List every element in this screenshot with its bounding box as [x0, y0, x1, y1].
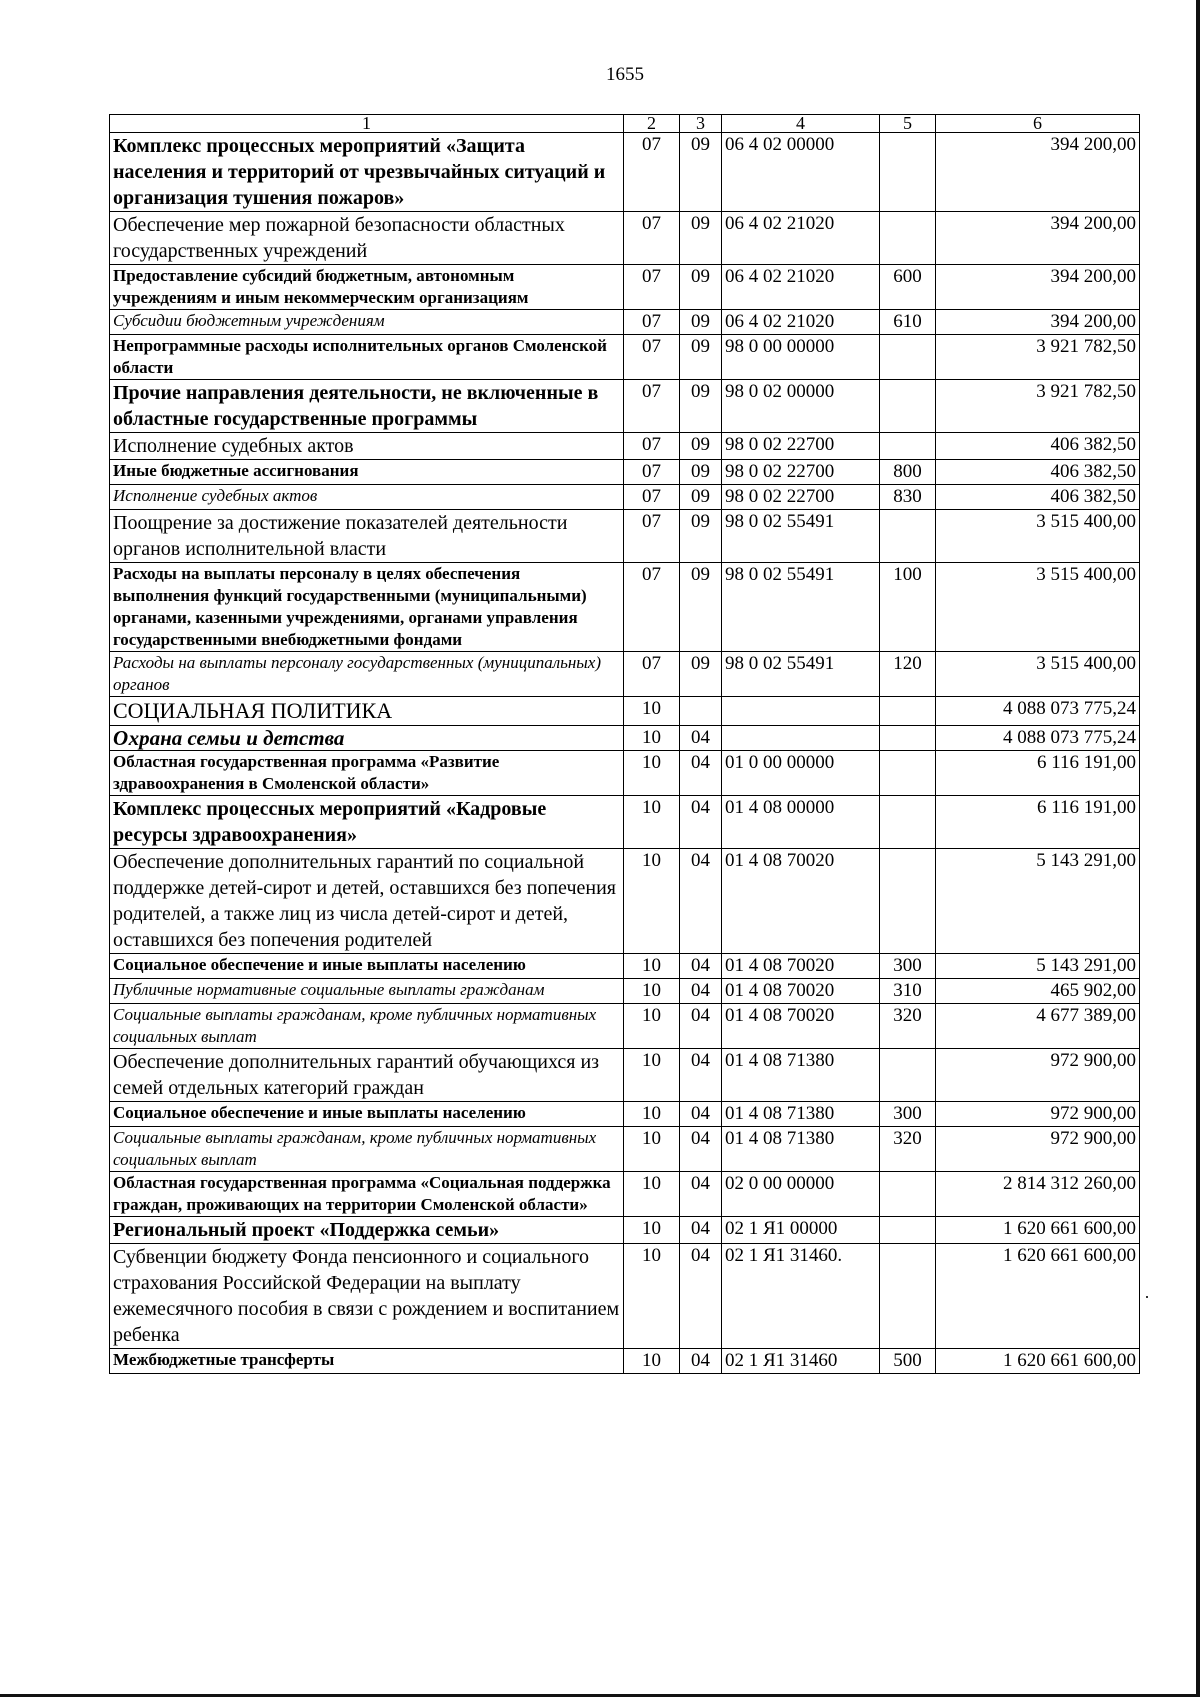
subsection-code: 09 [680, 563, 722, 652]
subsection-code: 09 [680, 310, 722, 335]
section-code: 10 [624, 697, 680, 726]
section-code: 10 [624, 1349, 680, 1374]
expense-type-code [880, 1172, 936, 1217]
amount: 6 116 191,00 [936, 796, 1140, 849]
amount: 394 200,00 [936, 310, 1140, 335]
target-article-code: 06 4 02 00000 [722, 133, 880, 212]
subsection-code: 09 [680, 460, 722, 485]
table-row [110, 1102, 1140, 1127]
amount: 2 814 312 260,00 [936, 1172, 1140, 1217]
expense-type-code [880, 849, 936, 954]
subsection-code: 04 [680, 1127, 722, 1172]
table-row [110, 954, 1140, 979]
section-code: 10 [624, 1049, 680, 1102]
table-row [110, 1172, 1140, 1217]
target-article-code: 06 4 02 21020 [722, 265, 880, 310]
subsection-code: 04 [680, 1004, 722, 1049]
target-article-code: 98 0 00 00000 [722, 335, 880, 380]
amount: 465 902,00 [936, 979, 1140, 1004]
budget-table [109, 114, 1140, 1374]
target-article-code: 01 4 08 71380 [722, 1127, 880, 1172]
column-header: 2 [624, 115, 680, 133]
amount: 3 515 400,00 [936, 563, 1140, 652]
row-name: Региональный проект «Поддержка семьи» [110, 1217, 624, 1244]
row-name: Комплекс процессных мероприятий «Кадровые ресурсы здравоохранения» [110, 796, 624, 849]
table-row [110, 485, 1140, 510]
target-article-code: 01 4 08 71380 [722, 1102, 880, 1127]
row-name: Иные бюджетные ассигнования [110, 460, 624, 485]
target-article-code: 98 0 02 55491 [722, 510, 880, 563]
table-row [110, 1217, 1140, 1244]
row-name: Прочие направления деятельности, не включенные в областные государственные программы [110, 380, 624, 433]
subsection-code: 04 [680, 1217, 722, 1244]
row-name: Публичные нормативные социальные выплаты гражданам [110, 979, 624, 1004]
target-article-code [722, 726, 880, 751]
table-row [110, 380, 1140, 433]
row-name: Социальные выплаты гражданам, кроме публичных нормативных социальных выплат [110, 1127, 624, 1172]
target-article-code: 06 4 02 21020 [722, 310, 880, 335]
target-article-code: 01 4 08 70020 [722, 954, 880, 979]
page-number: 1655 [606, 64, 644, 85]
amount: 394 200,00 [936, 212, 1140, 265]
expense-type-code [880, 433, 936, 460]
row-name: Расходы на выплаты персоналу государственных (муниципальных) органов [110, 652, 624, 697]
column-header: 5 [880, 115, 936, 133]
expense-type-code [880, 212, 936, 265]
table-row [110, 751, 1140, 796]
subsection-code: 04 [680, 979, 722, 1004]
subsection-code: 04 [680, 1102, 722, 1127]
section-code: 07 [624, 510, 680, 563]
table-row [110, 335, 1140, 380]
row-name: СОЦИАЛЬНАЯ ПОЛИТИКА [110, 697, 624, 726]
target-article-code: 01 4 08 71380 [722, 1049, 880, 1102]
amount: 3 921 782,50 [936, 380, 1140, 433]
section-code: 10 [624, 954, 680, 979]
section-code: 10 [624, 1127, 680, 1172]
section-code: 07 [624, 433, 680, 460]
subsection-code: 04 [680, 1349, 722, 1374]
amount: 1 620 661 600,00 [936, 1217, 1140, 1244]
column-header: 6 [936, 115, 1140, 133]
section-code: 07 [624, 335, 680, 380]
expense-type-code: 300 [880, 1102, 936, 1127]
subsection-code: 09 [680, 335, 722, 380]
target-article-code: 98 0 02 55491 [722, 652, 880, 697]
table-row [110, 310, 1140, 335]
target-article-code: 98 0 02 55491 [722, 563, 880, 652]
section-code: 10 [624, 1102, 680, 1127]
row-name: Межбюджетные трансферты [110, 1349, 624, 1374]
expense-type-code [880, 697, 936, 726]
table-row [110, 796, 1140, 849]
subsection-code: 09 [680, 485, 722, 510]
table-row [110, 1004, 1140, 1049]
subsection-code: 09 [680, 133, 722, 212]
section-code: 10 [624, 1172, 680, 1217]
row-name: Социальное обеспечение и иные выплаты населению [110, 1102, 624, 1127]
expense-type-code [880, 380, 936, 433]
expense-type-code [880, 133, 936, 212]
expense-type-code [880, 510, 936, 563]
table-row [110, 1349, 1140, 1374]
section-code: 07 [624, 380, 680, 433]
amount: 5 143 291,00 [936, 849, 1140, 954]
section-code: 10 [624, 979, 680, 1004]
target-article-code: 98 0 02 00000 [722, 380, 880, 433]
section-code: 07 [624, 310, 680, 335]
target-article-code: 98 0 02 22700 [722, 485, 880, 510]
section-code: 10 [624, 1244, 680, 1349]
subsection-code: 09 [680, 433, 722, 460]
section-code: 10 [624, 1004, 680, 1049]
target-article-code: 01 4 08 70020 [722, 979, 880, 1004]
section-code: 07 [624, 485, 680, 510]
amount: 972 900,00 [936, 1049, 1140, 1102]
subsection-code: 04 [680, 726, 722, 751]
scan-edge-right [1196, 0, 1200, 1697]
table-row [110, 1244, 1140, 1349]
row-name: Областная государственная программа «Социальная поддержка граждан, проживающих на территории Смоленской области» [110, 1172, 624, 1217]
amount: 406 382,50 [936, 485, 1140, 510]
column-header: 3 [680, 115, 722, 133]
amount: 3 921 782,50 [936, 335, 1140, 380]
subsection-code: 09 [680, 510, 722, 563]
expense-type-code: 320 [880, 1004, 936, 1049]
target-article-code: 02 1 Я1 31460 [722, 1349, 880, 1374]
section-code: 07 [624, 133, 680, 212]
subsection-code: 04 [680, 1049, 722, 1102]
expense-type-code: 600 [880, 265, 936, 310]
row-name: Областная государственная программа «Развитие здравоохранения в Смоленской области» [110, 751, 624, 796]
expense-type-code: 320 [880, 1127, 936, 1172]
row-name: Исполнение судебных актов [110, 485, 624, 510]
column-header: 4 [722, 115, 880, 133]
table-row [110, 460, 1140, 485]
target-article-code: 01 4 08 00000 [722, 796, 880, 849]
header-row [110, 115, 1140, 133]
table-row [110, 433, 1140, 460]
subsection-code: 04 [680, 1244, 722, 1349]
section-code: 07 [624, 460, 680, 485]
table-row [110, 1049, 1140, 1102]
section-code: 10 [624, 726, 680, 751]
target-article-code: 02 1 Я1 00000 [722, 1217, 880, 1244]
expense-type-code: 300 [880, 954, 936, 979]
target-article-code: 98 0 02 22700 [722, 460, 880, 485]
row-name: Охрана семьи и детства [110, 726, 624, 751]
expense-type-code: 100 [880, 563, 936, 652]
amount: 406 382,50 [936, 460, 1140, 485]
table-row [110, 563, 1140, 652]
amount: 1 620 661 600,00 [936, 1244, 1140, 1349]
section-code: 10 [624, 1217, 680, 1244]
amount: 1 620 661 600,00 [936, 1349, 1140, 1374]
amount: 972 900,00 [936, 1102, 1140, 1127]
expense-type-code: 120 [880, 652, 936, 697]
row-name: Обеспечение дополнительных гарантий по социальной поддержке детей-сирот и детей, оставшихся без попечения родителей, а также лиц из числа детей-сирот и детей, оставшихся без попечения родителей [110, 849, 624, 954]
expense-type-code [880, 796, 936, 849]
amount: 972 900,00 [936, 1127, 1140, 1172]
subsection-code [680, 697, 722, 726]
table-row [110, 510, 1140, 563]
expense-type-code: 800 [880, 460, 936, 485]
amount: 3 515 400,00 [936, 510, 1140, 563]
subsection-code: 04 [680, 751, 722, 796]
expense-type-code: 610 [880, 310, 936, 335]
target-article-code: 01 0 00 00000 [722, 751, 880, 796]
subsection-code: 09 [680, 652, 722, 697]
section-code: 10 [624, 796, 680, 849]
row-name: Поощрение за достижение показателей деятельности органов исполнительной власти [110, 510, 624, 563]
row-name: Социальные выплаты гражданам, кроме публичных нормативных социальных выплат [110, 1004, 624, 1049]
row-name: Субсидии бюджетным учреждениям [110, 310, 624, 335]
row-name: Исполнение судебных актов [110, 433, 624, 460]
table-row [110, 133, 1140, 212]
target-article-code: 06 4 02 21020 [722, 212, 880, 265]
table-row [110, 726, 1140, 751]
amount: 4 088 073 775,24 [936, 697, 1140, 726]
expense-type-code [880, 1049, 936, 1102]
row-name: Предоставление субсидий бюджетным, автономным учреждениям и иным некоммерческим организациям [110, 265, 624, 310]
amount: 6 116 191,00 [936, 751, 1140, 796]
expense-type-code [880, 335, 936, 380]
expense-type-code: 310 [880, 979, 936, 1004]
table-row [110, 1127, 1140, 1172]
row-name: Непрограммные расходы исполнительных органов Смоленской области [110, 335, 624, 380]
subsection-code: 09 [680, 265, 722, 310]
amount: 394 200,00 [936, 265, 1140, 310]
table-row [110, 979, 1140, 1004]
amount: 4 677 389,00 [936, 1004, 1140, 1049]
subsection-code: 04 [680, 849, 722, 954]
target-article-code [722, 697, 880, 726]
table-row [110, 212, 1140, 265]
column-header: 1 [110, 115, 624, 133]
expense-type-code [880, 751, 936, 796]
expense-type-code: 500 [880, 1349, 936, 1374]
section-code: 07 [624, 265, 680, 310]
expense-type-code [880, 1217, 936, 1244]
table-row [110, 265, 1140, 310]
row-name: Обеспечение мер пожарной безопасности областных государственных учреждений [110, 212, 624, 265]
amount: 4 088 073 775,24 [936, 726, 1140, 751]
section-code: 07 [624, 212, 680, 265]
expense-type-code [880, 1244, 936, 1349]
subsection-code: 04 [680, 1172, 722, 1217]
expense-type-code [880, 726, 936, 751]
subsection-code: 04 [680, 796, 722, 849]
amount: 394 200,00 [936, 133, 1140, 212]
scan-speck [1146, 1296, 1148, 1298]
row-name: Социальное обеспечение и иные выплаты населению [110, 954, 624, 979]
section-code: 10 [624, 849, 680, 954]
row-name: Субвенции бюджету Фонда пенсионного и социального страхования Российской Федерации на выплату ежемесячного пособия в связи с рождением и воспитанием ребенка [110, 1244, 624, 1349]
target-article-code: 02 1 Я1 31460. [722, 1244, 880, 1349]
subsection-code: 04 [680, 954, 722, 979]
target-article-code: 01 4 08 70020 [722, 849, 880, 954]
subsection-code: 09 [680, 212, 722, 265]
table-row [110, 697, 1140, 726]
section-code: 10 [624, 751, 680, 796]
expense-type-code: 830 [880, 485, 936, 510]
table-row [110, 849, 1140, 954]
section-code: 07 [624, 563, 680, 652]
amount: 406 382,50 [936, 433, 1140, 460]
table-row [110, 652, 1140, 697]
amount: 3 515 400,00 [936, 652, 1140, 697]
row-name: Комплекс процессных мероприятий «Защита населения и территорий от чрезвычайных ситуаций и организация тушения пожаров» [110, 133, 624, 212]
target-article-code: 02 0 00 00000 [722, 1172, 880, 1217]
row-name: Обеспечение дополнительных гарантий обучающихся из семей отдельных категорий граждан [110, 1049, 624, 1102]
target-article-code: 01 4 08 70020 [722, 1004, 880, 1049]
target-article-code: 98 0 02 22700 [722, 433, 880, 460]
subsection-code: 09 [680, 380, 722, 433]
row-name: Расходы на выплаты персоналу в целях обеспечения выполнения функций государственными (муниципальными) органами, казенными учреждениями, органами управления государственными внебюджетными фондами [110, 563, 624, 652]
section-code: 07 [624, 652, 680, 697]
amount: 5 143 291,00 [936, 954, 1140, 979]
